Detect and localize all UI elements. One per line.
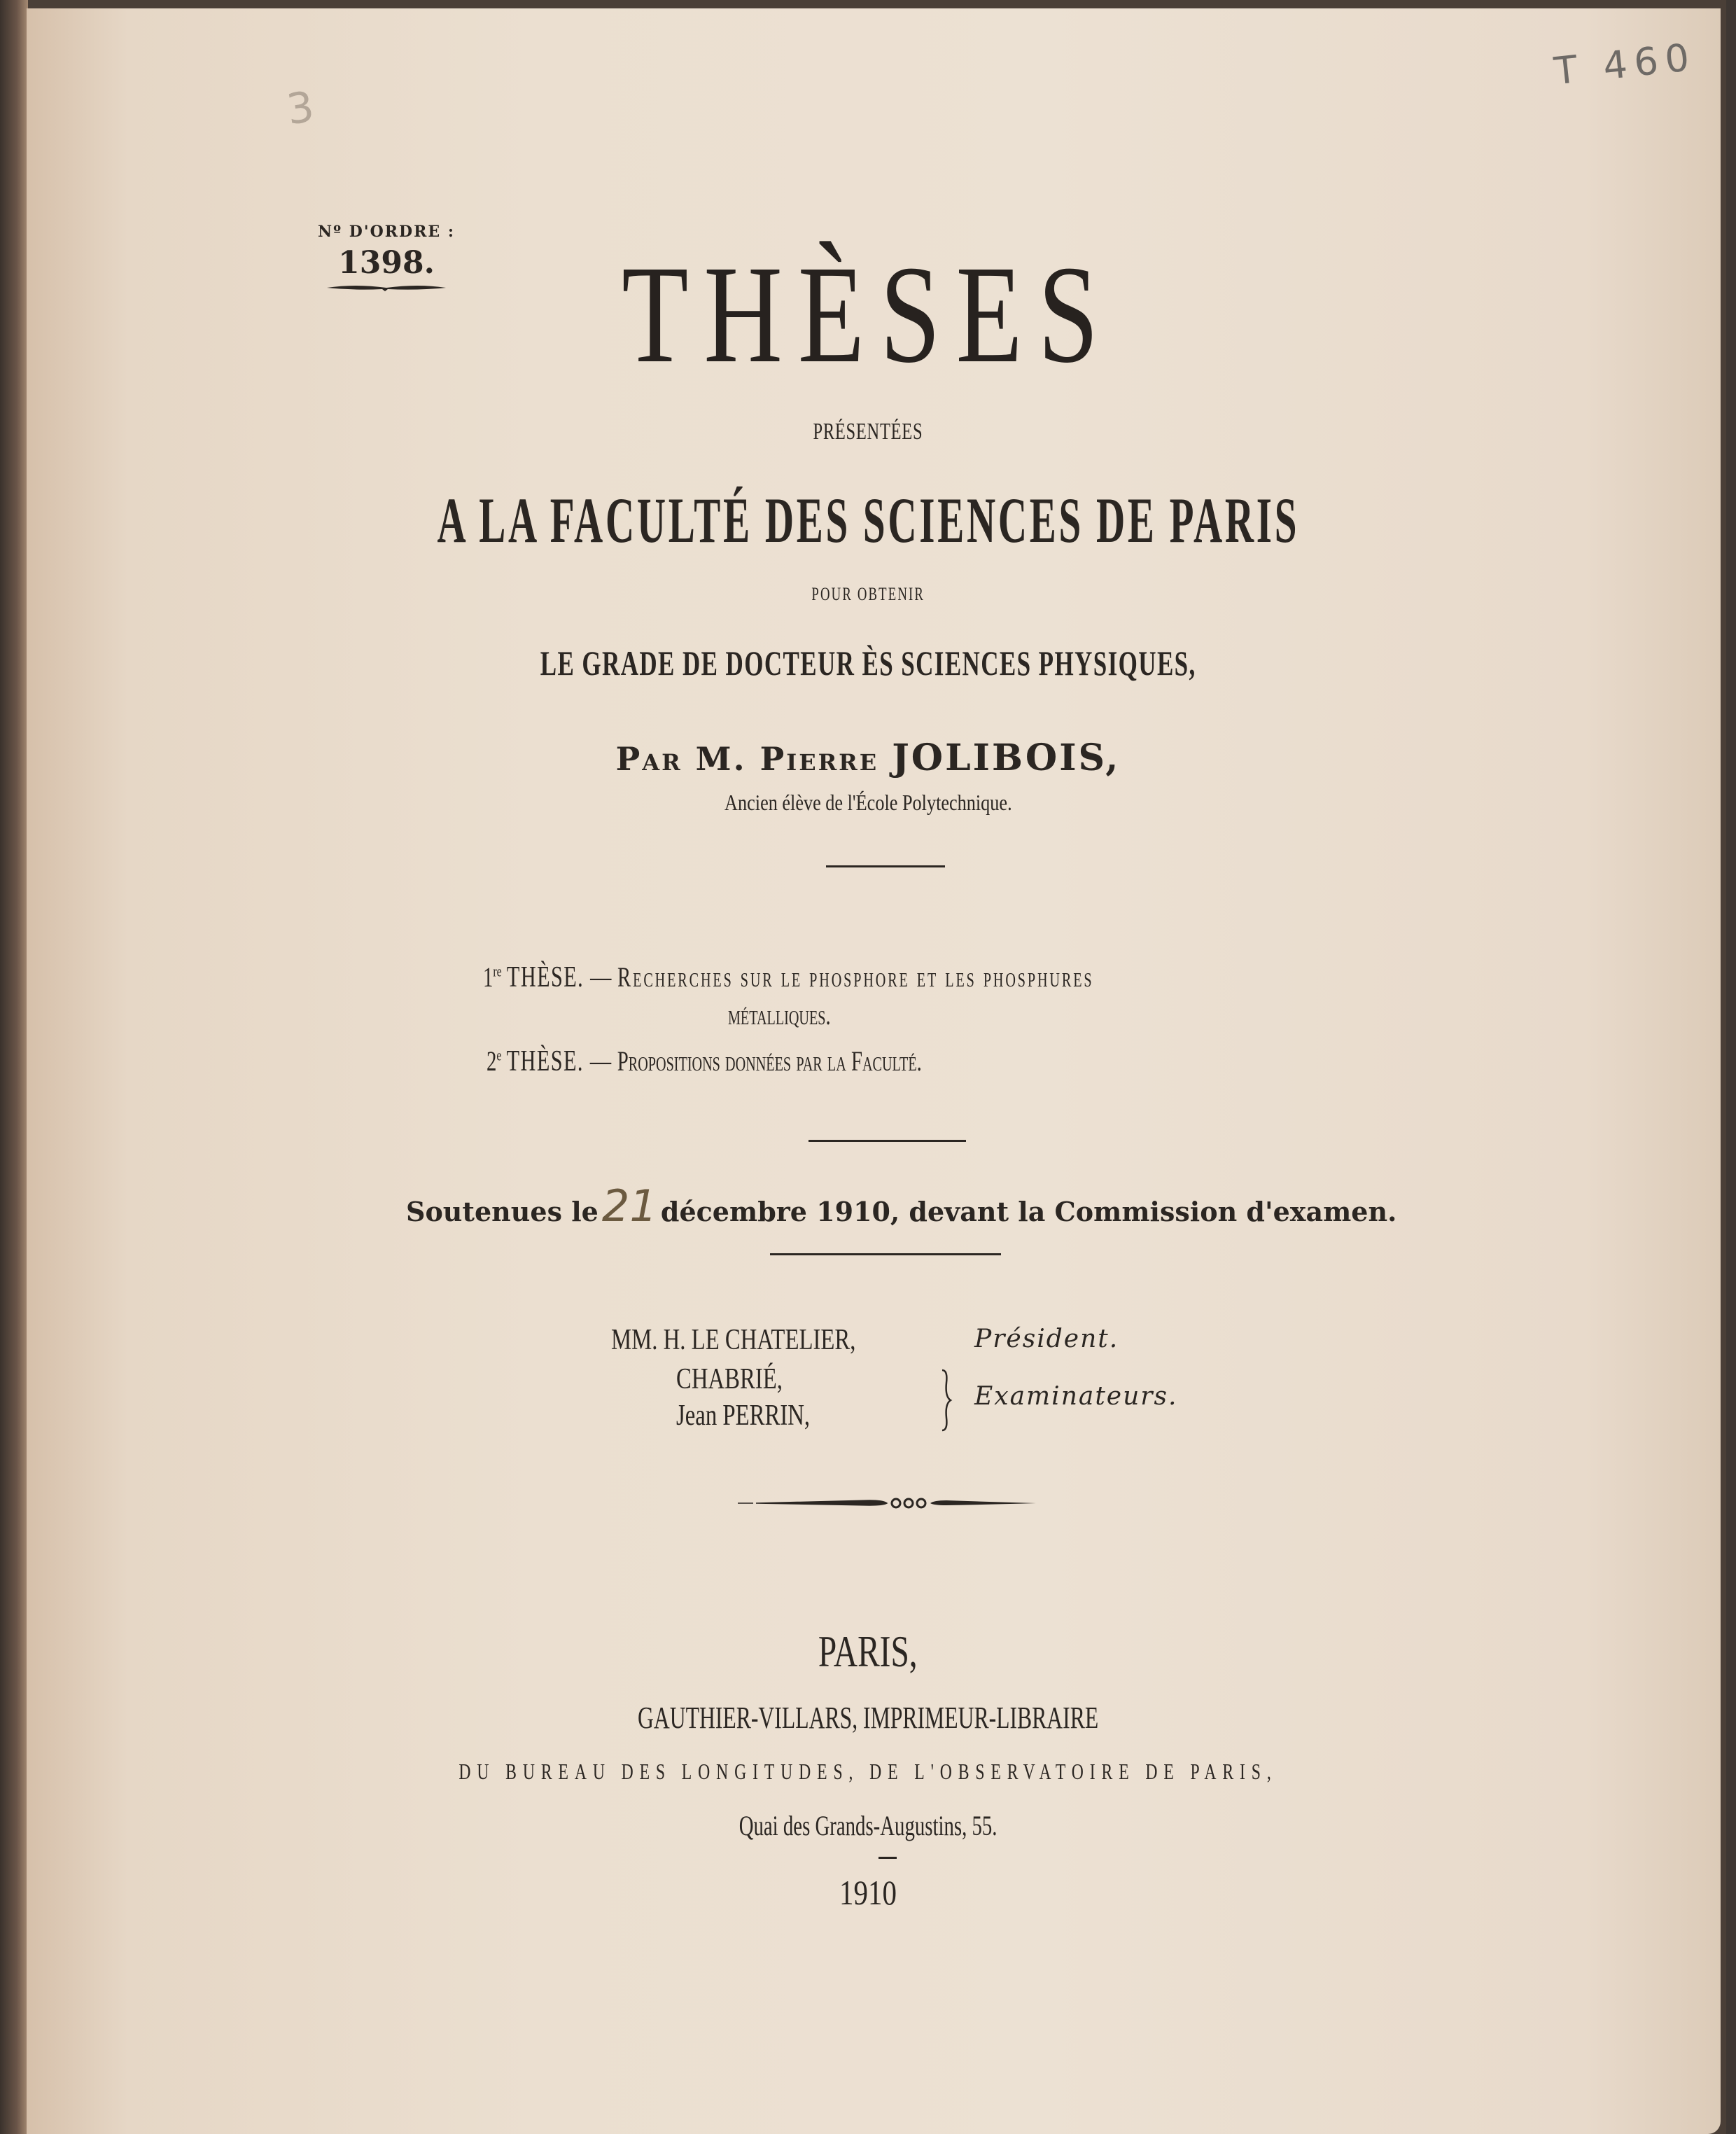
imprint-affiliation: DU BUREAU DES LONGITUDES, DE L'OBSERVATOIRE DE PARIS, [458, 1759, 1278, 1784]
address-wrap [0, 1809, 1736, 1842]
order-label: Nº D'ORDRE : [318, 223, 455, 241]
year-wrap [0, 1872, 1736, 1913]
affiliation-wrap [0, 1759, 1736, 1785]
presented-wrap [0, 419, 1736, 445]
imprint-city-wrap [0, 1626, 1736, 1678]
to-obtain-text: POUR OBTENIR [811, 584, 925, 604]
thesis-1-cont [728, 998, 831, 1031]
jury-row-2: CHABRIÉ, [676, 1363, 783, 1395]
obtain-wrap [0, 584, 1736, 605]
thesis-2-ordinal: 2 [486, 1045, 497, 1077]
author-line [615, 737, 1121, 779]
author-prefix: Par M. Pierre [615, 740, 879, 778]
handwritten-day: 21 [601, 1180, 657, 1232]
thesis-2-ordinal-sup: e [496, 1046, 502, 1064]
presented-text: PRÉSENTÉES [813, 419, 923, 445]
faculty-line: A LA FACULTÉ DES SCIENCES DE PARIS [437, 484, 1299, 556]
jury-president-name: H. LE CHATELIER, [663, 1324, 856, 1356]
pencil-number: 3 [284, 82, 317, 135]
author-wrap [0, 737, 1736, 779]
jury-row-3: Jean PERRIN, [676, 1400, 811, 1432]
handwritten-catalog-mark: T 460 [1552, 34, 1698, 94]
imprint-year: 1910 [839, 1873, 897, 1912]
ornamental-divider-icon [736, 1495, 1037, 1510]
jury-examiners-role: Examinateurs. [974, 1382, 1178, 1411]
divider-rule [770, 1253, 1001, 1255]
imprint-city: PARIS, [818, 1626, 918, 1676]
page-title: THÈSES [622, 237, 1114, 392]
brace-icon [938, 1369, 955, 1432]
thesis-2-subject: Propositions données par la Faculté. [617, 1045, 922, 1077]
defense-suffix: décembre 1910, devant la Commission d'examen. [660, 1196, 1397, 1227]
credential-wrap [0, 790, 1736, 816]
thesis-2 [486, 1045, 922, 1078]
thesis-1-ordinal: 1 [483, 961, 493, 993]
thesis-1-subject: Recherches sur le phosphore et les phosphures [617, 961, 1094, 993]
thesis-1 [483, 961, 1093, 994]
defense-prefix: Soutenues le [406, 1196, 598, 1227]
jury-prefix: MM. [611, 1324, 658, 1356]
thesis-1-label: THÈSE. — [506, 961, 612, 993]
author-credential: Ancien élève de l'École Polytechnique. [724, 790, 1012, 815]
degree-wrap [0, 643, 1736, 683]
order-number: 1398. [338, 245, 435, 281]
jury-president-role: Président. [974, 1325, 1119, 1353]
faculty-wrap [0, 483, 1736, 557]
degree-line: LE GRADE DE DOCTEUR ÈS SCIENCES PHYSIQUES, [540, 643, 1196, 683]
author-surname: JOLIBOIS, [892, 737, 1121, 779]
thesis-1-subject-cont: métalliques. [728, 999, 831, 1031]
short-dash [878, 1857, 897, 1859]
thesis-1-ordinal-sup: re [493, 962, 502, 980]
divider-rule [808, 1140, 966, 1142]
jury-row-1 [611, 1323, 855, 1357]
title-wrap [0, 235, 1736, 395]
publisher-wrap [0, 1700, 1736, 1736]
imprint-address: Quai des Grands-Augustins, 55. [738, 1810, 997, 1841]
thesis-2-label: THÈSE. — [506, 1045, 612, 1078]
divider-rule [826, 865, 945, 867]
defense-line [406, 1180, 1396, 1232]
imprint-publisher: GAUTHIER-VILLARS, IMPRIMEUR-LIBRAIRE [637, 1701, 1099, 1735]
